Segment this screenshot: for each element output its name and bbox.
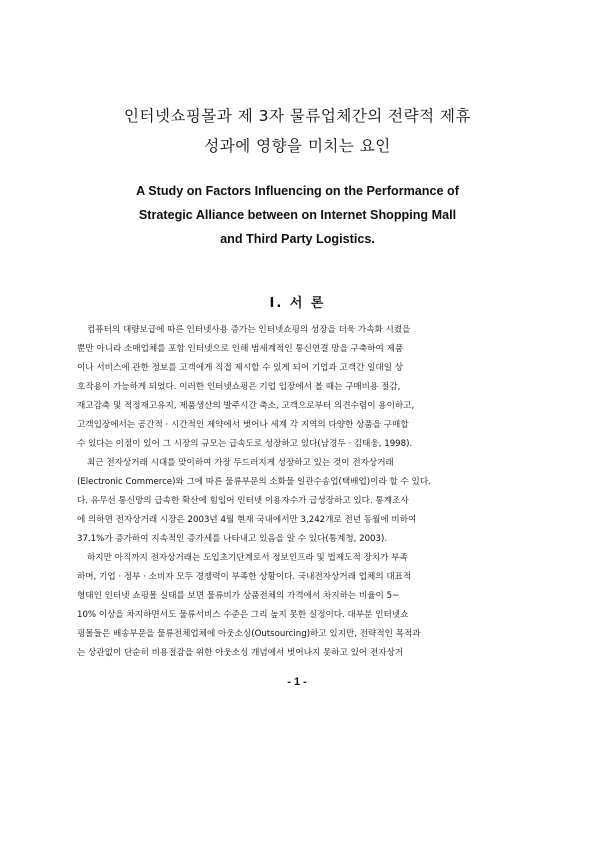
body-line: 컴퓨터의 대량보급에 따른 인터넷사용 증가는 인터넷쇼핑의 성장을 더욱 가속화 시켰을: [87, 325, 411, 335]
korean-title-line-1: 인터넷쇼핑몰과 제 3자 물류업체간의 전략적 제휴: [124, 107, 471, 125]
body-line: 호작용이 가능하게 되었다. 이러한 인터넷쇼핑은 기업 입장에서 볼 때는 구매비용 절감,: [77, 382, 401, 392]
body-line: 수 있다는 이점이 있어 그 시장의 규모는 급속도로 성장하고 있다(남경두 · 김태웅, 1998).: [77, 439, 413, 449]
section-heading-introduction: Ⅰ. 서 론: [269, 296, 326, 311]
body-line: 다. 유무선 통신망의 급속한 확산에 힘입어 인터넷 이용자수가 급성장하고 있다. 통계조사: [77, 496, 409, 506]
body-line: 고객입장에서는 공간적 · 시간적인 제약에서 벗어나 세계 각 지역의 다양한 상품을 구매할: [77, 420, 409, 430]
body-line: 재고감축 및 적정재고유지, 제품생산의 발주시간 축소, 고객으로부터 의견수렴이 용이하고,: [77, 401, 415, 411]
body-line: (Electronic Commerce)와 그에 따른 물류부문의 소화물 일관수송업(택배업)이라 할 수 있다.: [77, 477, 431, 487]
body-line: 이나 서비스에 관한 정보를 고객에게 직접 제시할 수 있게 되어 기업과 고객간 일대일 상: [77, 363, 404, 373]
body-line: 뿐만 아니라 소매업체를 포함 인터넷으로 인해 범세계적인 통신연결 망을 구축하여 제품: [77, 344, 404, 354]
body-line: 핑몰들은 배송부문을 물류전체업체에 아웃소싱(Outsourcing)하고 있지만, 전략적인 목적과: [77, 629, 421, 639]
korean-title-line-2: 성과에 영향을 미치는 요인: [204, 137, 391, 155]
english-title-line-2: Strategic Alliance between on Internet Shopping Mall: [138, 208, 457, 222]
english-title-line-1: A Study on Factors Influencing on the Performance of: [136, 184, 459, 198]
body-line: 최근 전자상거래 시대를 맞이하여 가장 두드러지게 성장하고 있는 것이 전자상거래: [87, 458, 394, 468]
body-line: 하지만 아직까지 전자상거래는 도입초기단계로서 정보인프라 및 법제도적 장치가 부족: [87, 553, 408, 563]
body-line: 에 의하면 전자상거래 시장은 2003년 4월 현재 국내에서만 3,242개로 전년 동월에 비하여: [77, 515, 417, 525]
page-number: - 1 -: [287, 676, 307, 688]
english-title-line-3: and Third Party Logistics.: [220, 232, 375, 246]
body-line: 10% 이상을 차지하면서도 물류서비스 수준은 그리 높지 못한 실정이다. 대부분 인터넷쇼: [77, 610, 409, 620]
body-line: 형태인 인터넷 쇼핑몰 실태를 보면 물류비가 상품전체의 가격에서 차지하는 비율이 5~: [77, 591, 400, 601]
body-line: 37.1%가 증가하여 지속적인 증가세를 나타내고 있음을 알 수 있다(통계청, 2003).: [77, 534, 388, 544]
body-line: 는 상관없이 단순히 비용절감을 위한 아웃소싱 개념에서 벗어나지 못하고 있어 전자상거: [77, 648, 404, 658]
body-line: 하며, 기업 · 정부 · 소비자 모두 경쟁력이 부족한 상황이다. 국내전자상거래 업체의 대표적: [77, 572, 412, 582]
